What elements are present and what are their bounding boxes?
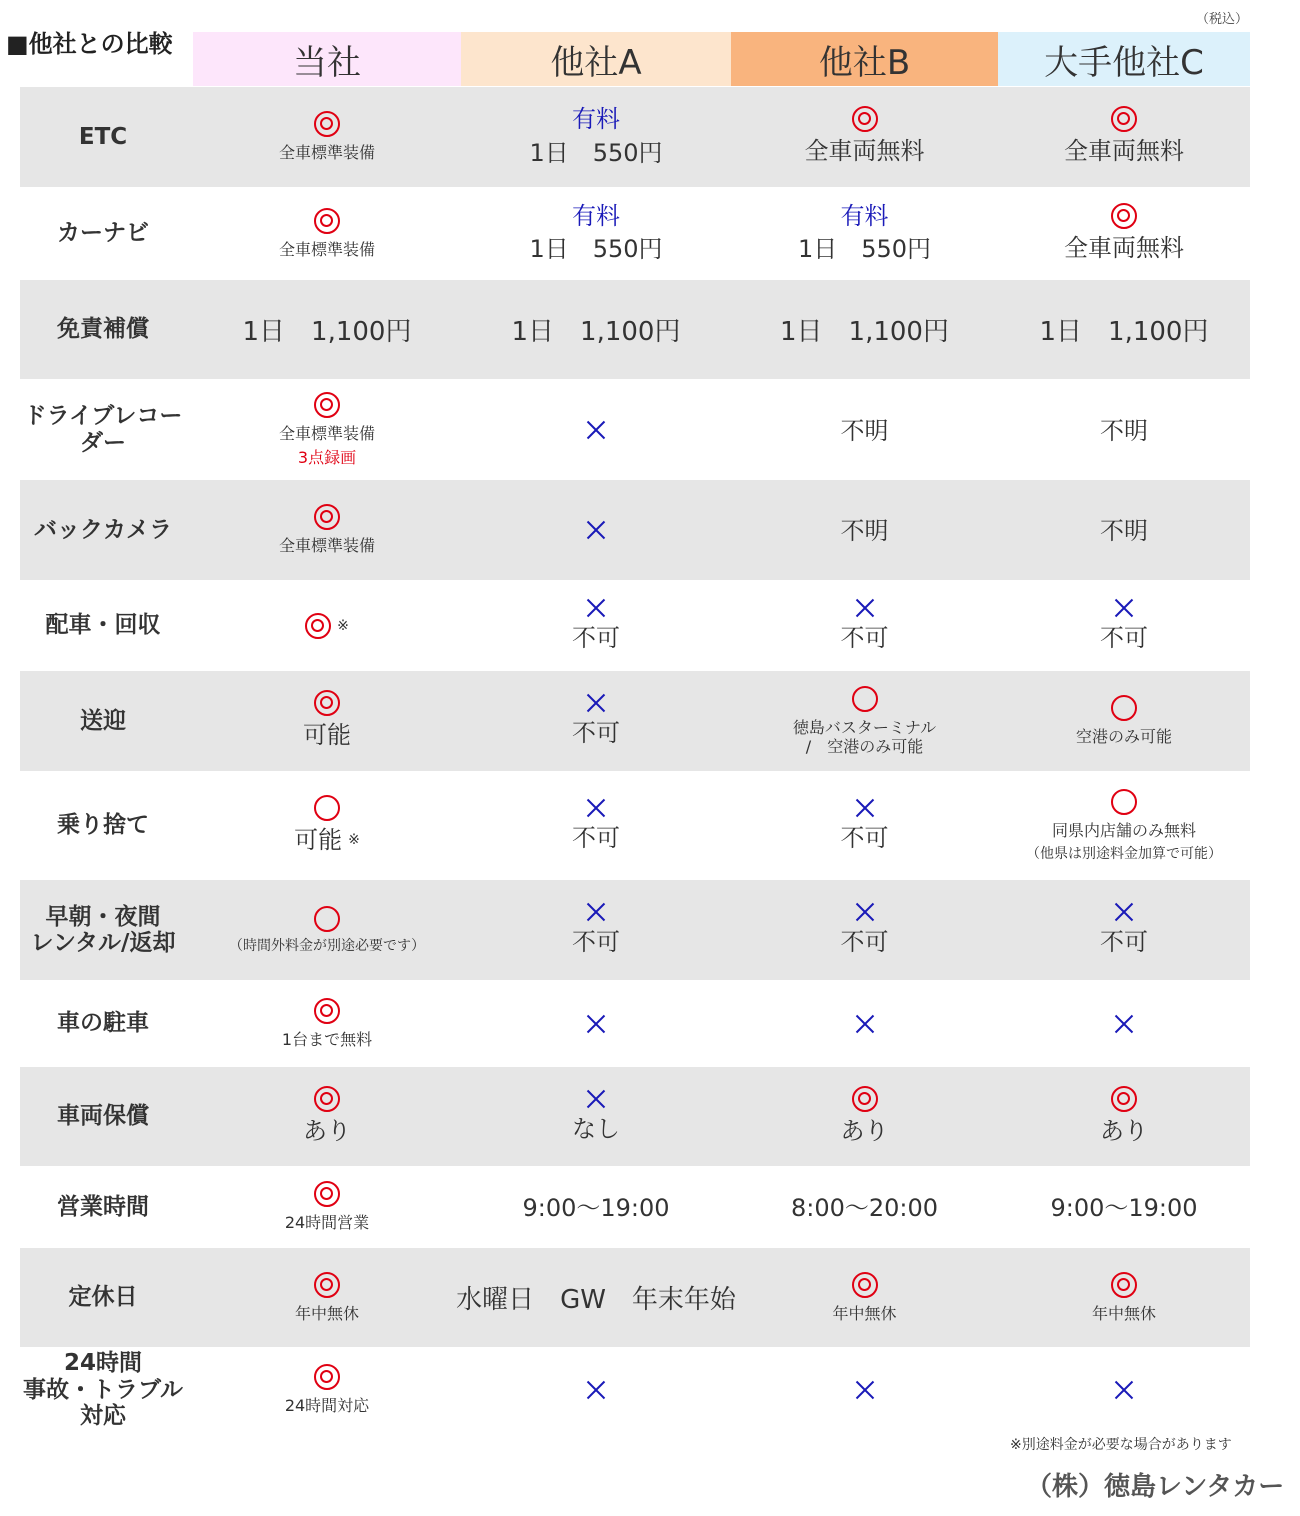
cell-detail: / 空港のみ可能 (805, 737, 924, 756)
table-cell (731, 671, 998, 771)
table-cell (461, 980, 731, 1067)
fee-label: 有料 (572, 201, 620, 230)
table-cell (456, 1248, 736, 1347)
fee-label: 有料 (840, 201, 889, 230)
cell-value: 不可 (840, 823, 889, 852)
table-cell (461, 480, 731, 580)
cell-value: 水曜日 GW 年末年始 (456, 1285, 736, 1315)
table-cell (193, 480, 461, 580)
header-company-b: 他社B (731, 32, 998, 86)
table-cell (193, 980, 461, 1067)
table-row (20, 480, 1250, 580)
table-cell (731, 771, 998, 880)
cell-detail: 全車標準装備 (278, 239, 375, 259)
double-circle-icon (1111, 1086, 1137, 1112)
table-row (20, 671, 1250, 771)
table-cell (461, 1067, 731, 1166)
cell-value: 不可 (1100, 928, 1148, 957)
row-label: バックカメラ (34, 516, 172, 543)
cross-icon (1113, 901, 1135, 923)
double-circle-icon (314, 504, 340, 530)
cell-value: あり (1100, 1116, 1148, 1145)
cell-value: 1日 1,100円 (242, 317, 412, 347)
table-row (20, 187, 1250, 280)
table-cell (461, 379, 731, 480)
circle-icon (1111, 695, 1137, 721)
footnote: ※別途料金が必要な場合があります (1010, 1437, 1232, 1453)
table-cell (461, 580, 731, 671)
table-row (20, 880, 1250, 980)
cell-value: 1日 550円 (529, 235, 663, 264)
cell-value: 可能 (303, 721, 351, 750)
cell-detail: 全車標準装備 (278, 143, 375, 163)
table-cell (193, 671, 461, 771)
cell-value: 全車両無料 (804, 137, 925, 166)
cell-detail: 年中無休 (832, 1303, 897, 1323)
table-cell (731, 187, 998, 280)
cross-icon (585, 1379, 607, 1401)
row-label: 免責補償 (57, 316, 149, 343)
table-cell (731, 1166, 998, 1248)
cross-icon (1113, 597, 1135, 619)
cell-value: 不明 (1100, 517, 1148, 546)
table-cell (998, 187, 1250, 280)
note-mark: ※ (348, 832, 360, 849)
table-row (20, 980, 1250, 1067)
header-company-a: 他社A (461, 32, 731, 86)
cell-value: 不可 (840, 623, 889, 652)
cross-icon (854, 597, 876, 619)
double-circle-icon (852, 1272, 878, 1298)
cell-value: 9:00～19:00 (522, 1194, 670, 1223)
table-row (20, 1067, 1250, 1166)
table-cell (998, 87, 1250, 187)
circle-icon (314, 795, 340, 821)
highlight-note: 3点録画 (297, 447, 357, 467)
double-circle-icon (314, 1364, 340, 1390)
cross-icon (854, 797, 876, 819)
double-circle-icon (1111, 1272, 1137, 1298)
table-cell (193, 1347, 461, 1433)
table-cell (998, 980, 1250, 1067)
page-title: ■他社との比較 (6, 30, 173, 58)
table-cell (998, 480, 1250, 580)
cell-value: 9:00～19:00 (1050, 1194, 1198, 1223)
table-cell (998, 580, 1250, 671)
cell-detail: 24時間対応 (284, 1396, 370, 1416)
row-label: 車の駐車 (57, 1010, 149, 1037)
double-circle-icon (314, 1272, 340, 1298)
circle-icon (314, 906, 340, 932)
table-cell (998, 379, 1250, 480)
cell-value: 1日 1,100円 (780, 317, 949, 347)
cell-detail: 年中無休 (294, 1303, 359, 1323)
cell-value: 不明 (840, 517, 889, 546)
cross-icon (585, 1088, 607, 1110)
table-cell (731, 87, 998, 187)
table-row (20, 580, 1250, 671)
fee-label: 有料 (572, 105, 620, 133)
cell-value: あり (303, 1116, 351, 1145)
double-circle-icon (1111, 203, 1137, 229)
double-circle-icon (852, 106, 878, 132)
table-cell (461, 280, 731, 379)
table-cell (193, 1248, 461, 1347)
row-label: 営業時間 (57, 1193, 149, 1220)
note-mark: ※ (337, 617, 349, 634)
cell-detail: 空港のみ可能 (1075, 727, 1172, 747)
table-row (20, 1166, 1250, 1248)
table-cell (193, 187, 461, 280)
cross-icon (854, 901, 876, 923)
header-company-c: 大手他社C (998, 32, 1250, 86)
cross-icon (854, 1013, 876, 1035)
cell-detail: 全車標準装備 (278, 536, 375, 556)
double-circle-icon (305, 613, 331, 639)
table-cell (193, 880, 461, 980)
cross-icon (1113, 1013, 1135, 1035)
table-cell (731, 379, 998, 480)
table-cell (998, 1347, 1250, 1433)
cell-value: 不可 (572, 623, 620, 652)
row-label: ドライブレコーダー (23, 403, 183, 456)
table-row (20, 771, 1250, 880)
double-circle-icon (314, 690, 340, 716)
circle-icon (852, 686, 878, 712)
table-row (20, 87, 1250, 187)
table-cell (998, 771, 1250, 880)
comparison-header (0, 32, 1300, 86)
double-circle-icon (1111, 106, 1137, 132)
table-cell (193, 580, 461, 671)
cell-value: 可能 (294, 825, 343, 854)
cross-icon (585, 419, 607, 441)
header-own-company: 当社 (193, 32, 461, 86)
double-circle-icon (314, 111, 340, 137)
table-cell (461, 1347, 731, 1433)
cell-value: なし (572, 1114, 620, 1143)
table-cell (193, 379, 461, 480)
cell-value: 不明 (1100, 416, 1148, 445)
table-cell (731, 1067, 998, 1166)
double-circle-icon (314, 392, 340, 418)
table-cell (998, 280, 1250, 379)
cell-detail: 年中無休 (1091, 1303, 1156, 1323)
cross-icon (854, 1379, 876, 1401)
double-circle-icon (852, 1086, 878, 1112)
cell-value: 不可 (840, 928, 889, 957)
table-cell (731, 1248, 998, 1347)
cell-value: あり (840, 1116, 889, 1145)
table-cell (731, 280, 998, 379)
row-label: 車両保償 (57, 1103, 149, 1130)
cell-value: 不可 (572, 719, 620, 748)
row-label: 送迎 (80, 707, 126, 734)
table-cell (461, 880, 731, 980)
cell-value: 不可 (572, 928, 620, 957)
cross-icon (585, 597, 607, 619)
tax-note: （税込） (1196, 12, 1249, 27)
cross-icon (585, 1013, 607, 1035)
double-circle-icon (314, 208, 340, 234)
table-cell (998, 880, 1250, 980)
table-row (20, 280, 1250, 379)
mark-with-note (305, 613, 349, 639)
cell-value: 1日 1,100円 (511, 317, 681, 347)
cell-value: 全車両無料 (1064, 233, 1184, 262)
cell-value: 1日 1,100円 (1039, 317, 1209, 347)
table-cell (193, 87, 461, 187)
cell-detail: 全車標準装備 (278, 424, 375, 444)
row-label: カーナビ (57, 220, 149, 247)
table-row (20, 1347, 1250, 1433)
table-cell (461, 87, 731, 187)
cell-value: 不明 (840, 416, 889, 445)
double-circle-icon (314, 1181, 340, 1207)
double-circle-icon (314, 1086, 340, 1112)
cell-detail: 1台まで無料 (281, 1029, 373, 1049)
row-label: 乗り捨て (57, 812, 149, 839)
cross-icon (585, 692, 607, 714)
row-label: 24時間 事故・トラブル対応 (22, 1350, 184, 1430)
table-cell (998, 1166, 1250, 1248)
row-label: 定休日 (68, 1284, 138, 1311)
cross-icon (1113, 1379, 1135, 1401)
row-label: ETC (78, 123, 128, 150)
table-cell (461, 187, 731, 280)
table-cell (461, 771, 731, 880)
cell-value: 1日 550円 (797, 235, 932, 264)
company-name: （株）徳島レンタカー (1026, 1472, 1285, 1502)
table-cell (998, 671, 1250, 771)
cell-value: 不可 (572, 823, 620, 852)
cross-icon (585, 519, 607, 541)
row-label: 早朝・夜間 レンタル/返却 (30, 903, 176, 956)
value-with-note (294, 825, 360, 856)
table-cell (193, 1166, 461, 1248)
table-row (20, 379, 1250, 480)
cross-icon (585, 797, 607, 819)
circle-icon (1111, 789, 1137, 815)
table-cell (998, 1067, 1250, 1166)
cell-detail: 同県内店舗のみ無料 (1051, 820, 1196, 840)
table-cell (731, 480, 998, 580)
cell-note: （時間外料金が別途必要です） (229, 937, 425, 954)
table-cell (998, 1248, 1250, 1347)
table-row (20, 1248, 1250, 1347)
row-label: 配車・回収 (45, 612, 161, 639)
cell-value: 1日 550円 (529, 138, 663, 167)
table-cell (193, 1067, 461, 1166)
table-cell (461, 671, 731, 771)
table-cell (731, 980, 998, 1067)
cell-value: 8:00～20:00 (790, 1194, 939, 1223)
table-cell (193, 280, 461, 379)
table-cell (731, 880, 998, 980)
cell-value: 不可 (1100, 623, 1148, 652)
table-cell (731, 1347, 998, 1433)
cell-detail: 24時間営業 (284, 1213, 370, 1233)
cell-detail: 徳島バスターミナル (792, 717, 937, 737)
table-cell (193, 771, 461, 880)
cell-note: （他県は別途料金加算で可能） (1026, 845, 1222, 862)
table-cell (461, 1166, 731, 1248)
cross-icon (585, 901, 607, 923)
cell-value: 全車両無料 (1064, 137, 1184, 166)
table-cell (731, 580, 998, 671)
double-circle-icon (314, 998, 340, 1024)
